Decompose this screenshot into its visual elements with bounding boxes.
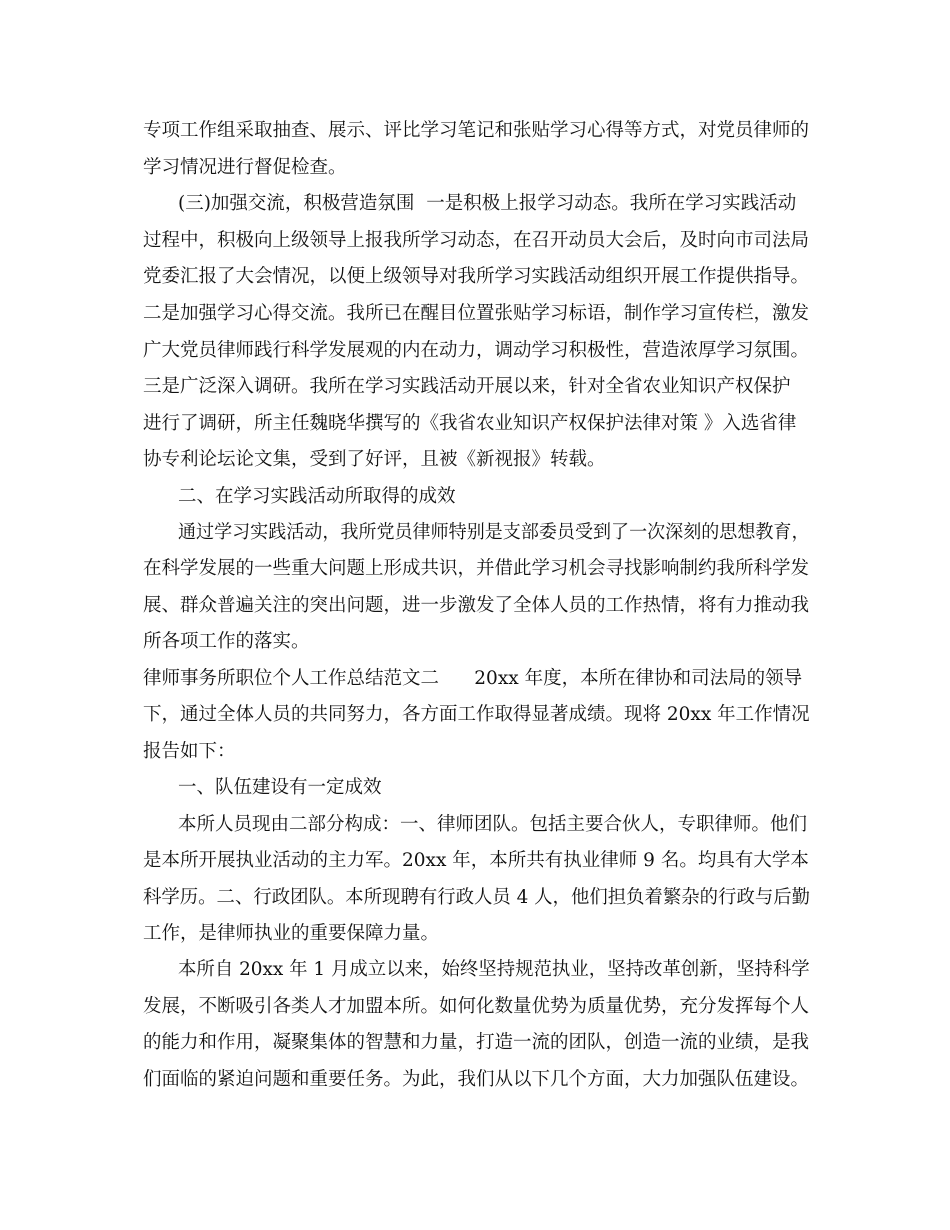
text-line: 的能力和作用，凝聚集体的智慧和力量，打造一流的团队，创造一流的业绩，是我 [143,1032,810,1053]
text-line: 进行了调研，所主任魏晓华撰写的《我省农业知识产权保护法律对策 》入选省律 [143,413,797,434]
text-line: 二是加强学习心得交流。我所已在醒目位置张贴学习标语，制作学习宣传栏，激发 [143,303,810,324]
text-line: 党委汇报了大会情况，以便上级领导对我所学习实践活动组织开展工作提供指导。 [143,266,810,287]
text-line: 科学历。二、行政团队。本所现聘有行政人员 4 人，他们担负着繁杂的行政与后勤 [143,887,811,908]
text-line: 三是广泛深入调研。我所在学习实践活动开展以来，针对全省农业知识产权保护 [143,376,791,397]
section-heading: 二、在学习实践活动所取得的成效 [178,486,456,507]
text-line: 协专利论坛论文集，受到了好评，且被《新视报》转载。 [143,449,606,470]
article-title-line: 律师事务所职位个人工作总结范文二 20xx 年度，本所在律协和司法局的领导 [143,668,803,689]
text-line: 在科学发展的一些重大问题上形成共识，并借此学习机会寻找影响制约我所科学发 [143,558,810,579]
text-line: 所各项工作的落实。 [143,631,310,652]
text-line: 本所自 20xx 年 1 月成立以来，始终坚持规范执业，坚持改革创新，坚持科学 [178,959,810,980]
section-heading: 一、队伍建设有一定成效 [178,777,382,798]
text-line: 下，通过全体人员的共同努力，各方面工作取得显著成绩。现将 20xx 年工作情况 [143,704,810,725]
text-line: 专项工作组采取抽查、展示、评比学习笔记和张贴学习心得等方式，对党员律师的 [143,120,810,141]
text-line: 过程中，积极向上级领导上报我所学习动态，在召开动员大会后，及时向市司法局 [143,230,810,251]
text-line: 通过学习实践活动，我所党员律师特别是支部委员受到了一次深刻的思想教育， [178,522,810,543]
text-line: 学习情况进行督促检查。 [143,157,347,178]
text-line: 展、群众普遍关注的突出问题，进一步激发了全体人员的工作热情，将有力推动我 [143,595,810,616]
text-line: (三)加强交流，积极营造氛围 一是积极上报学习动态。我所在学习实践活动 [178,193,797,214]
text-line: 发展，不断吸引各类人才加盟本所。如何化数量优势为质量优势，充分发挥每个人 [143,996,810,1017]
text-line: 广大党员律师践行科学发展观的内在动力，调动学习积极性，营造浓厚学习氛围。 [143,340,810,361]
text-line: 们面临的紧迫问题和重要任务。为此，我们从以下几个方面，大力加强队伍建设。 [143,1069,810,1090]
text-line: 是本所开展执业活动的主力军。20xx 年，本所共有执业律师 9 名。均具有大学本 [143,850,809,871]
text-line: 报告如下： [143,741,236,762]
text-line: 工作，是律师执业的重要保障力量。 [143,923,440,944]
text-line: 本所人员现由二部分构成：一、律师团队。包括主要合伙人，专职律师。他们 [178,814,808,835]
